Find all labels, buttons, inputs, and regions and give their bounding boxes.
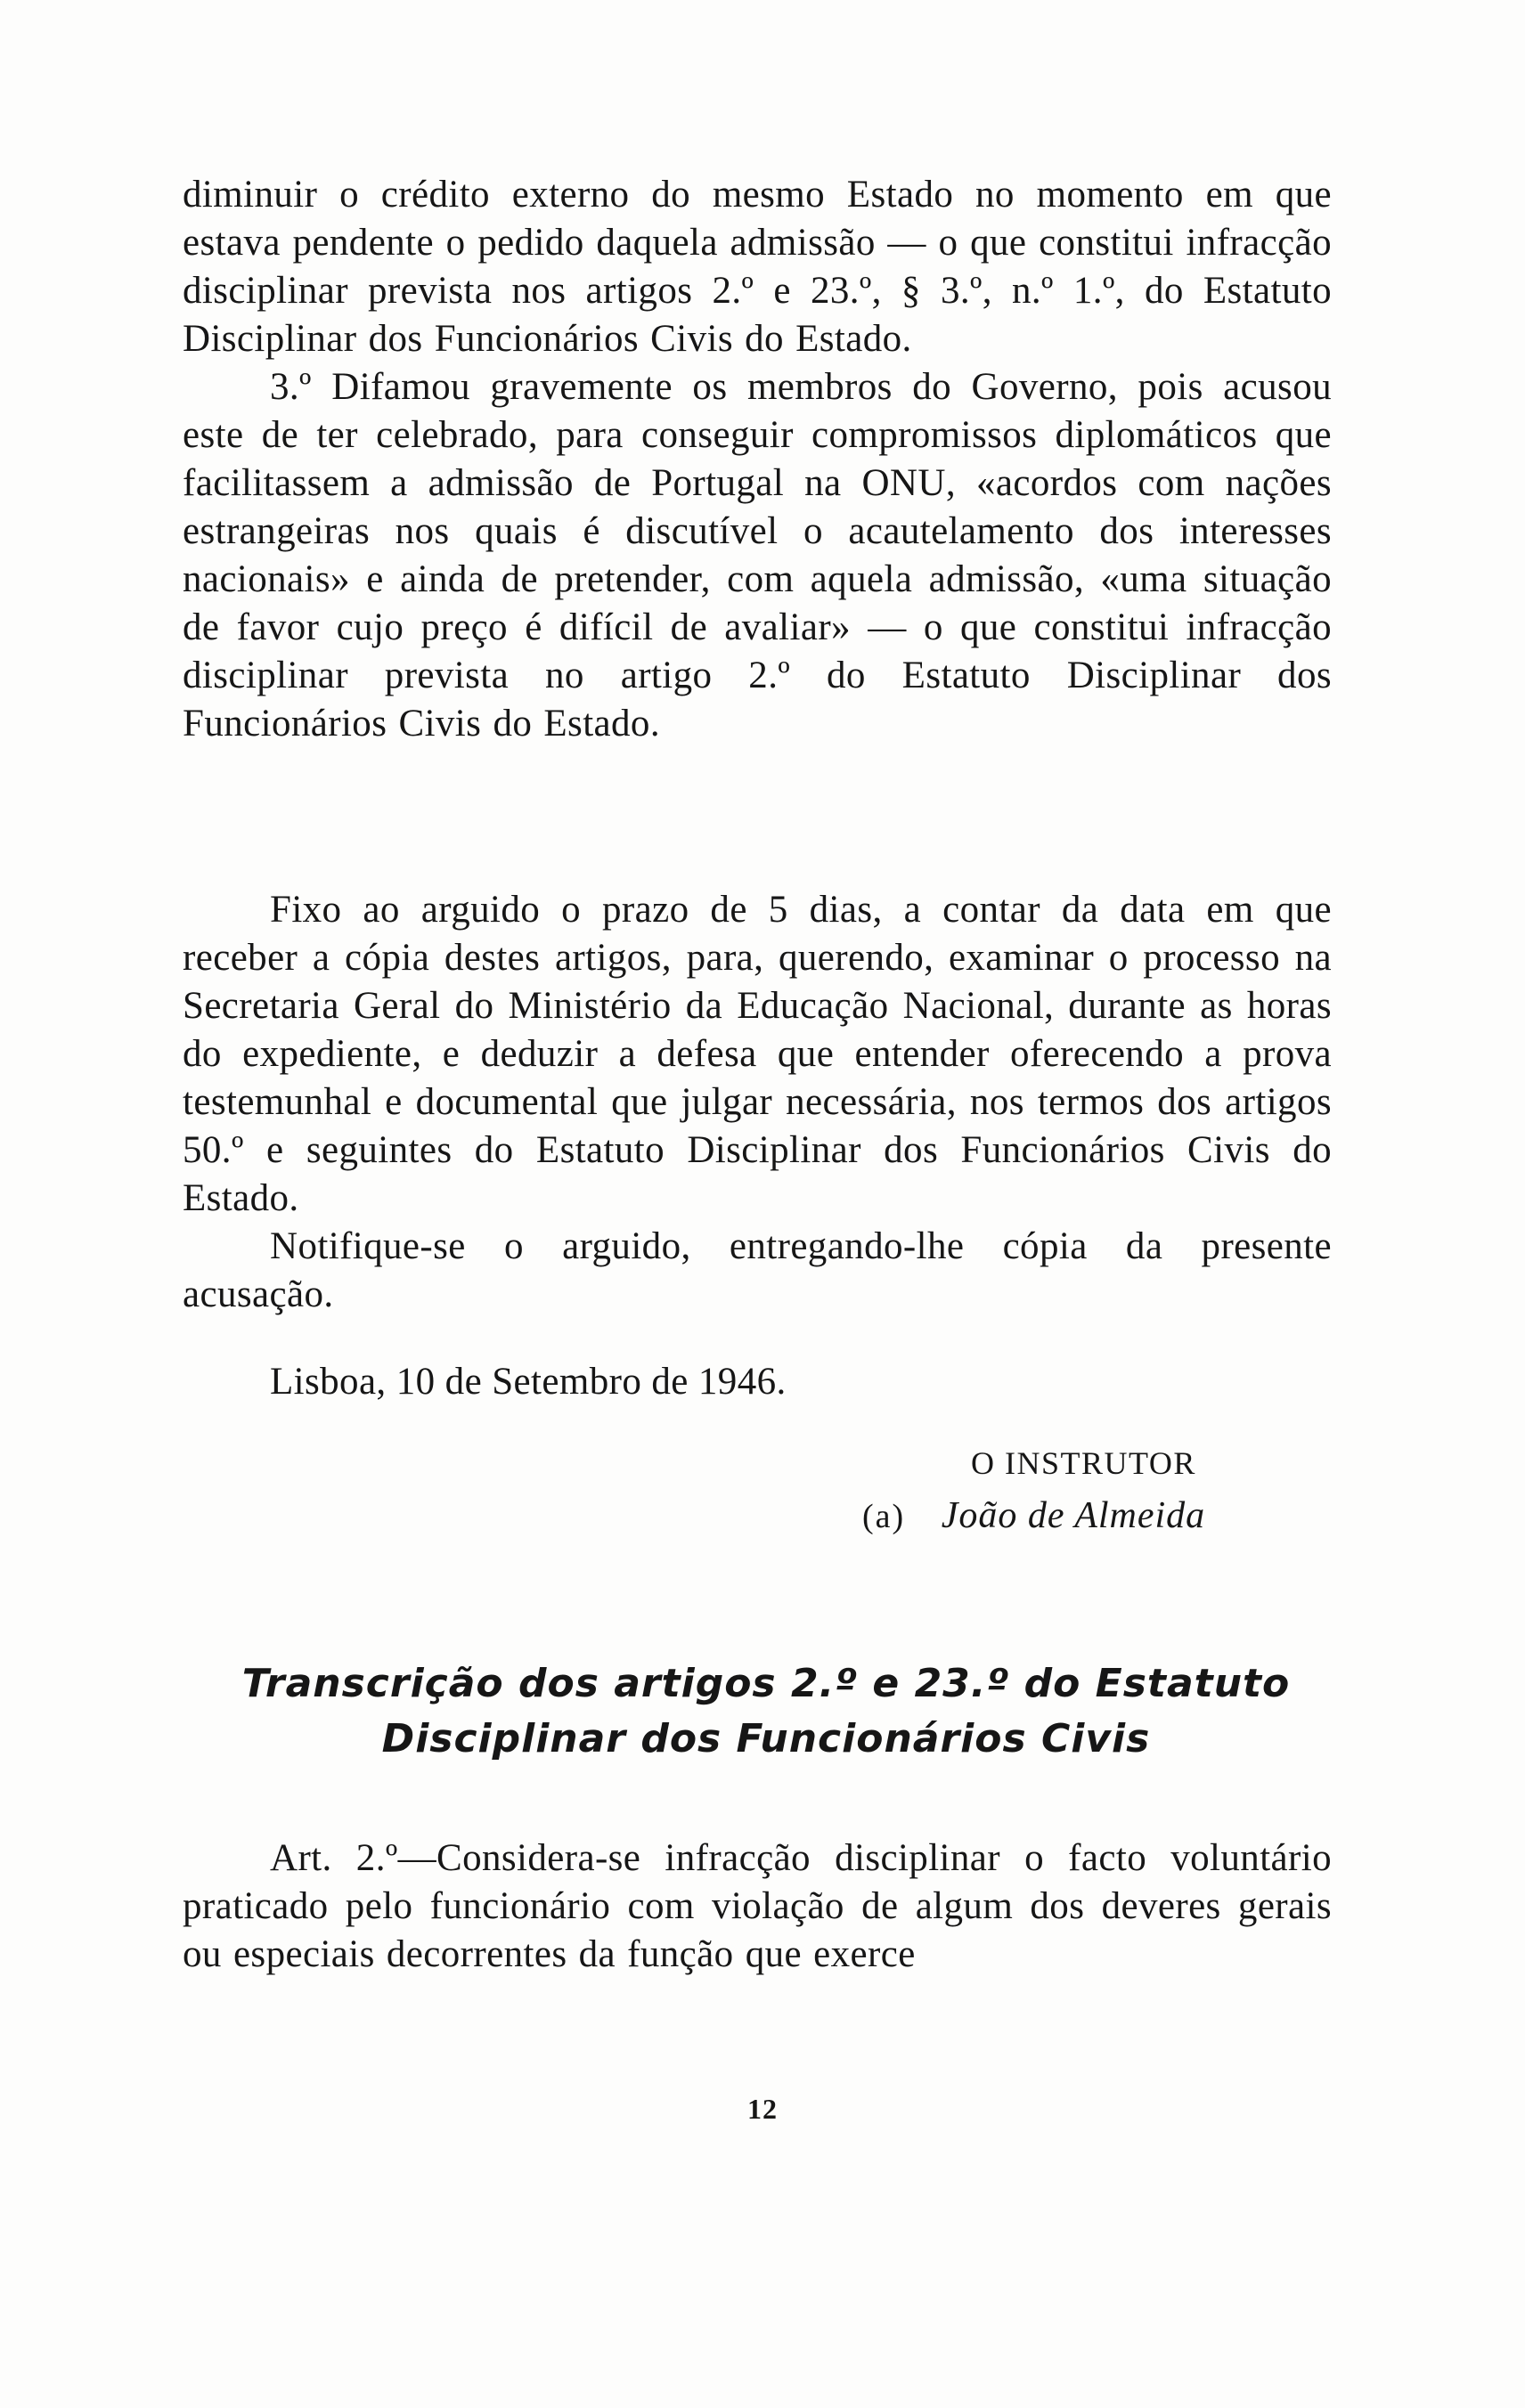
article-text bbox=[183, 1834, 1332, 1979]
article-2-paragraph: Art. 2.º—Considera-se infracção disciplinar o facto voluntário praticado pelo funcionário com violação de algum dos deveres gerais ou especiais decorrentes da função que exerce bbox=[183, 1837, 1332, 1975]
section-heading-line-1: Transcrição dos artigos 2.º e 23.º do Estatuto bbox=[241, 1661, 1291, 1706]
accusation-text bbox=[183, 171, 1332, 748]
defense-deadline-paragraph: Fixo ao arguido o prazo de 5 dias, a contar da data em que receber a cópia destes artigos, para, querendo, examinar o processo na Secretaria Geral do Ministério da Educação Nacional, durante as horas do expediente, e deduzir a defesa que entender oferecendo a prova testemunhal e documental que julgar necessária, nos termos dos artigos 50.º e seguintes do Estatuto Disciplinar dos Funcionários Civis do Estado. bbox=[183, 889, 1332, 1219]
date-line: Lisboa, 10 de Setembro de 1946. bbox=[270, 1361, 787, 1403]
page-number: 12 bbox=[747, 2093, 778, 2125]
accusation-item-3: 3.º Difamou gravemente os membros do Governo, pois acusou este de ter celebrado, para conseguir compromissos diplomáticos que facilitassem a admissão de Portugal na ONU, «acordos com nações estrangeiras nos quais é discutível o acautelamento dos interesses nacionais» e ainda de pretender, com aquela admissão, «uma situação de favor cujo preço é difícil de avaliar» — o que constitui infracção disciplinar prevista no artigo 2.º do Estatuto Disciplinar dos Funcionários Civis do Estado. bbox=[183, 366, 1332, 744]
section-heading bbox=[205, 1656, 1327, 1767]
notification-paragraph: Notifique-se o arguido, entregando-lhe cópia da presente acusação. bbox=[183, 1225, 1332, 1315]
accusation-paragraph-continued: diminuir o crédito externo do mesmo Estado no momento em que estava pendente o pedido daquela admissão — o que constitui infracção disciplinar prevista nos artigos 2.º e 23.º, § 3.º, n.º 1.º, do Estatuto Disciplinar dos Funcionários Civis do Estado. bbox=[183, 174, 1332, 360]
signature-mark: (a) bbox=[862, 1498, 906, 1535]
signatory-title: O INSTRUTOR bbox=[971, 1445, 1196, 1481]
section-heading-line-2: Disciplinar dos Funcionários Civis bbox=[381, 1716, 1151, 1761]
notice-text bbox=[183, 886, 1332, 1319]
signature-line bbox=[862, 1492, 1205, 1541]
signatory-name: João de Almeida bbox=[941, 1495, 1206, 1536]
